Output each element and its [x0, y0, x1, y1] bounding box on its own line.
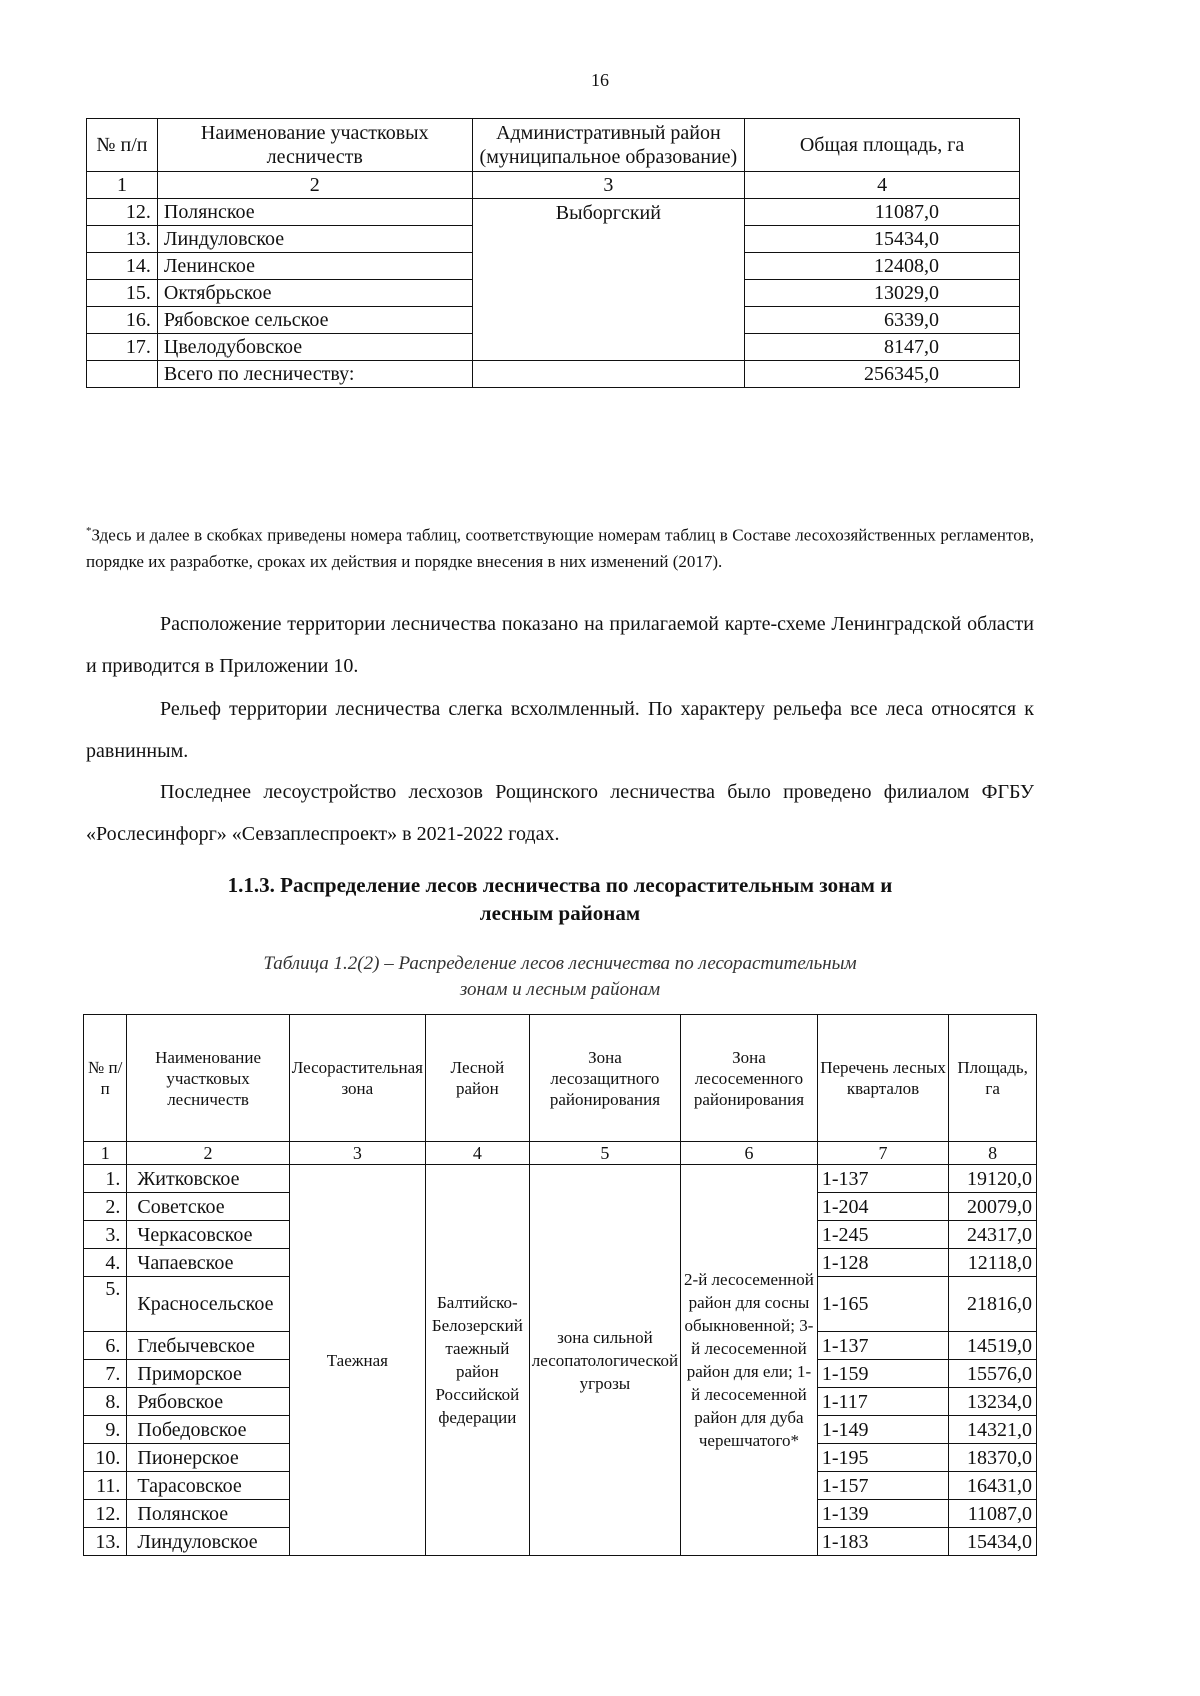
row-num: 15. [87, 280, 158, 307]
forest-zones-table [83, 1014, 1037, 1556]
row-name: Ленинское [157, 253, 472, 280]
total-area: 256345,0 [745, 361, 1020, 388]
row-name: Черкасовское [127, 1221, 289, 1249]
forest-district-cell: Балтийско-Белозерский таежный район Российской федерации [425, 1165, 529, 1556]
index-cell: 2 [127, 1142, 289, 1165]
row-quarters: 1-195 [817, 1444, 948, 1472]
header-protection-zone: Зона лесозащитного районирования [529, 1015, 680, 1142]
row-name: Тарасовское [127, 1472, 289, 1500]
total-row [87, 361, 1020, 388]
row-area: 19120,0 [949, 1165, 1037, 1193]
total-district [472, 361, 745, 388]
row-num: 11. [84, 1472, 127, 1500]
header-district: Административный район (муниципальное образование) [472, 119, 745, 172]
row-area: 15576,0 [949, 1360, 1037, 1388]
row-area: 14321,0 [949, 1416, 1037, 1444]
index-cell: 1 [84, 1142, 127, 1165]
row-num: 10. [84, 1444, 127, 1472]
row-quarters: 1-139 [817, 1500, 948, 1528]
index-cell: 4 [745, 172, 1020, 199]
table-header-row [84, 1015, 1037, 1142]
row-quarters: 1-245 [817, 1221, 948, 1249]
index-cell: 3 [289, 1142, 425, 1165]
row-num: 2. [84, 1193, 127, 1221]
row-num: 1. [84, 1165, 127, 1193]
row-quarters: 1-137 [817, 1332, 948, 1360]
row-quarters: 1-165 [817, 1277, 948, 1332]
index-cell: 5 [529, 1142, 680, 1165]
row-num: 9. [84, 1416, 127, 1444]
row-name: Житковское [127, 1165, 289, 1193]
row-num: 7. [84, 1360, 127, 1388]
section-heading-line: лесным районам [479, 901, 641, 925]
index-row [87, 172, 1020, 199]
table-caption-line: зонам и лесным районам [459, 979, 661, 1000]
header-zone: Лесорастительная зона [289, 1015, 425, 1142]
row-area: 16431,0 [949, 1472, 1037, 1500]
header-forest-district: Лесной район [425, 1015, 529, 1142]
row-num: 13. [87, 226, 158, 253]
row-quarters: 1-204 [817, 1193, 948, 1221]
row-area: 12408,0 [745, 253, 1020, 280]
index-cell: 4 [425, 1142, 529, 1165]
row-name: Рябовское сельское [157, 307, 472, 334]
row-num: 16. [87, 307, 158, 334]
footnote-text: Здесь и далее в скобках приведены номера таблиц, соответствующие номерам таблиц в Составе лесохозяйственных регламентов, порядке их разработке, сроках их действия и порядке внесения в них изменений (2017). [86, 525, 1034, 571]
seed-zone-cell: 2-й лесосеменной район для сосны обыкновенной; 3-й лесосеменной район для ели; 1-й лесосеменной район для дуба черешчатого* [681, 1165, 818, 1556]
row-name: Чапаевское [127, 1249, 289, 1277]
index-row [84, 1142, 1037, 1165]
row-name: Линдуловское [157, 226, 472, 253]
row-name: Линдуловское [127, 1528, 289, 1556]
row-area: 11087,0 [745, 199, 1020, 226]
row-name: Рябовское [127, 1388, 289, 1416]
index-cell: 3 [472, 172, 745, 199]
row-area: 20079,0 [949, 1193, 1037, 1221]
header-num: № п/п [87, 119, 158, 172]
paragraph-inventory: Последнее лесоустройство лесхозов Рощинского лесничества было проведено филиалом ФГБУ «Рослесинфорг» «Севзаплеспроект» в 2021-2022 годах. [86, 781, 1034, 845]
row-area: 14519,0 [949, 1332, 1037, 1360]
row-name: Пионерское [127, 1444, 289, 1472]
header-name: Наименование участковых лесничеств [127, 1015, 289, 1142]
row-name: Цвелодубовское [157, 334, 472, 361]
row-name: Октябрьское [157, 280, 472, 307]
row-quarters: 1-128 [817, 1249, 948, 1277]
row-num: 8. [84, 1388, 127, 1416]
row-quarters: 1-117 [817, 1388, 948, 1416]
row-num: 6. [84, 1332, 127, 1360]
districts-table [86, 118, 1020, 388]
header-seed-zone: Зона лесосеменного районирования [681, 1015, 818, 1142]
zone-cell: Таежная [289, 1165, 425, 1556]
district-cell: Выборгский [472, 199, 745, 361]
row-area: 15434,0 [949, 1528, 1037, 1556]
row-num: 3. [84, 1221, 127, 1249]
row-quarters: 1-159 [817, 1360, 948, 1388]
table-row [84, 1165, 1037, 1193]
row-area: 21816,0 [949, 1277, 1037, 1332]
row-quarters: 1-137 [817, 1165, 948, 1193]
row-area: 18370,0 [949, 1444, 1037, 1472]
row-num: 17. [87, 334, 158, 361]
paragraph-location: Расположение территории лесничества показано на прилагаемой карте-схеме Ленинградской области и приводится в Приложении 10. [86, 613, 1034, 677]
row-area: 6339,0 [745, 307, 1020, 334]
total-num [87, 361, 158, 388]
index-cell: 1 [87, 172, 158, 199]
row-area: 15434,0 [745, 226, 1020, 253]
row-name: Красносельское [127, 1277, 289, 1332]
row-area: 11087,0 [949, 1500, 1037, 1528]
protection-zone-cell: зона сильной лесопатологической угрозы [529, 1165, 680, 1556]
table-caption [86, 951, 1034, 1003]
table-header-row [87, 119, 1020, 172]
index-cell: 6 [681, 1142, 818, 1165]
row-num: 12. [87, 199, 158, 226]
total-label: Всего по лесничеству: [157, 361, 472, 388]
row-num: 14. [87, 253, 158, 280]
paragraph-relief: Рельеф территории лесничества слегка всхолмленный. По характеру рельефа все леса относятся к равнинным. [86, 698, 1034, 762]
table-row [87, 199, 1020, 226]
row-name: Глебычевское [127, 1332, 289, 1360]
row-num: 5. [84, 1277, 127, 1332]
index-cell: 7 [817, 1142, 948, 1165]
header-num: № п/п [84, 1015, 127, 1142]
index-cell: 8 [949, 1142, 1037, 1165]
row-area: 13029,0 [745, 280, 1020, 307]
header-quarters: Перечень лесных кварталов [817, 1015, 948, 1142]
row-quarters: 1-149 [817, 1416, 948, 1444]
row-name: Полянское [157, 199, 472, 226]
header-area: Общая площадь, га [745, 119, 1020, 172]
row-quarters: 1-157 [817, 1472, 948, 1500]
section-heading-line: 1.1.3. Распределение лесов лесничества по лесорастительным зонам и [227, 873, 893, 897]
row-area: 12118,0 [949, 1249, 1037, 1277]
header-name: Наименование участковых лесничеств [157, 119, 472, 172]
header-area: Площадь, га [949, 1015, 1037, 1142]
row-num: 13. [84, 1528, 127, 1556]
footnote-mark: * [86, 525, 92, 537]
row-name: Советское [127, 1193, 289, 1221]
row-area: 8147,0 [745, 334, 1020, 361]
row-name: Приморское [127, 1360, 289, 1388]
table-caption-line: Таблица 1.2(2) – Распределение лесов лесничества по лесорастительным [263, 953, 857, 974]
page-number: 16 [591, 70, 609, 90]
section-heading [86, 871, 1034, 927]
row-num: 12. [84, 1500, 127, 1528]
row-name: Победовское [127, 1416, 289, 1444]
index-cell: 2 [157, 172, 472, 199]
row-num: 4. [84, 1249, 127, 1277]
row-area: 13234,0 [949, 1388, 1037, 1416]
row-name: Полянское [127, 1500, 289, 1528]
row-area: 24317,0 [949, 1221, 1037, 1249]
footnote [86, 518, 1034, 575]
row-quarters: 1-183 [817, 1528, 948, 1556]
